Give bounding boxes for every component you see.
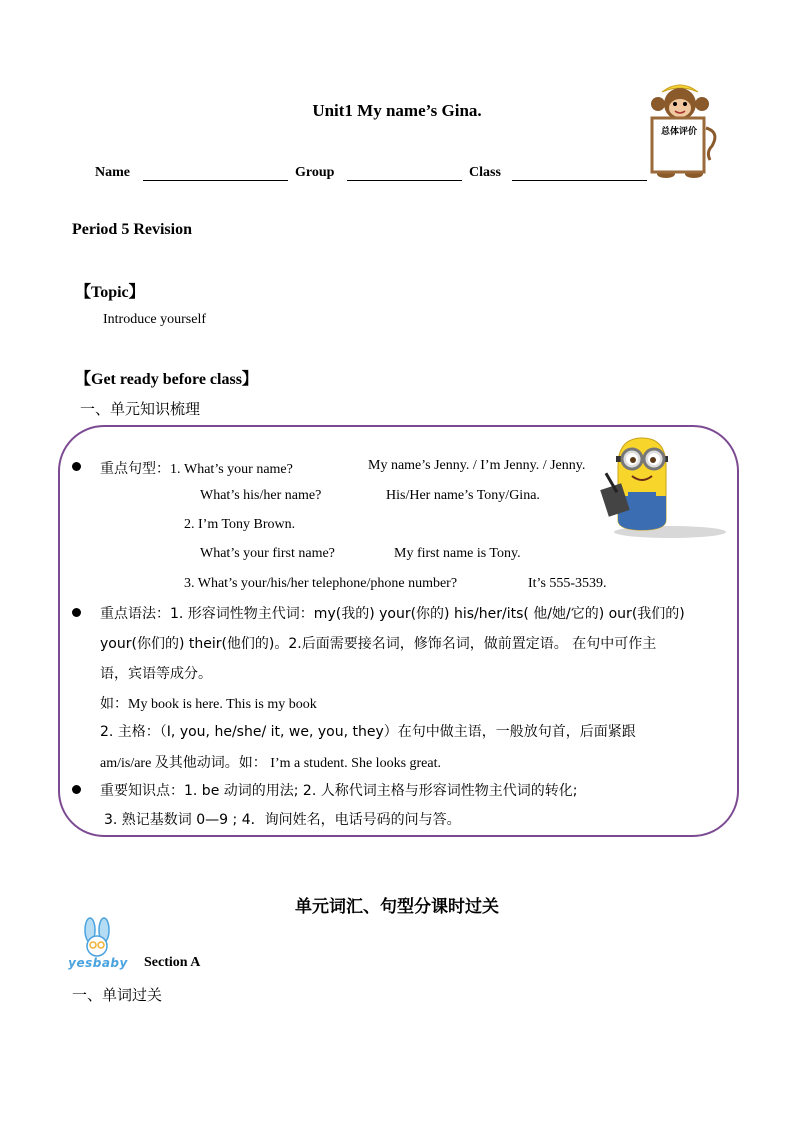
group-label: Group (295, 165, 335, 180)
name-blank[interactable] (143, 180, 288, 181)
key-sentence-2b-answer: My first name is Tony. (394, 546, 521, 561)
topic-heading: 【Topic】 (75, 284, 145, 301)
section-title: 单元词汇、句型分课时过关 (295, 897, 499, 917)
minion-illustration (600, 432, 730, 542)
key-sentence-1-answer: My name’s Jenny. / I’m Jenny. / Jenny. (368, 458, 586, 473)
grammar-example-2: am/is/are 及其他动词。如： I’m a student. She looks great. (100, 756, 441, 771)
key-sentence-1b-question: What’s his/her name? (200, 488, 322, 503)
grammar-line-5: 2. 主格：（I, you, he/she/ it, we, you, they）在句中做主语，一般放句首，后面紧跟 (100, 724, 636, 740)
grammar-line-3: 语，宾语等成分。 (100, 666, 212, 682)
grammar-example-1: 如：My book is here. This is my book (100, 697, 317, 712)
section-a-heading: Section A (144, 955, 201, 970)
key-sentences-row-1 (100, 458, 293, 478)
key-sentence-2b-question: What’s your first name? (200, 546, 335, 561)
yesbaby-logo-text: yesbaby (68, 956, 128, 970)
period-heading: Period 5 Revision (72, 221, 192, 238)
monkey-evaluation-badge (640, 80, 720, 180)
name-label: Name (95, 165, 130, 180)
minion-icon (600, 432, 730, 542)
grammar-line-2: your(你们的) their(他们的)。2.后面需要接名词，修饰名词，做前置定语。 在句中可作主 (100, 636, 657, 652)
key-sentence-1-question: 1. What’s your name? (170, 462, 293, 477)
knowledge-review-heading: 一、单元知识梳理 (80, 400, 201, 418)
get-ready-heading: 【Get ready before class】 (75, 371, 258, 388)
yesbaby-logo (62, 916, 134, 972)
grammar-line-1: 重点语法：1. 形容词性物主代词：my(我的) your(你的) his/her/its( 他/她/它的) our(我们的) (100, 606, 685, 622)
evaluation-badge-label: 总体评价 (660, 127, 697, 137)
key-sentence-2: 2. I’m Tony Brown. (184, 517, 296, 532)
key-sentence-3-question: 3. What’s your/his/her telephone/phone number? (184, 576, 458, 591)
class-blank[interactable] (512, 180, 647, 181)
bullet-1 (72, 462, 81, 471)
class-label: Class (469, 165, 501, 180)
key-sentence-1b-answer: His/Her name’s Tony/Gina. (386, 488, 540, 503)
bullet-2 (72, 608, 81, 617)
vocab-heading: 一、单词过关 (72, 986, 163, 1004)
key-sentences-label: 重点句型： (100, 461, 170, 477)
key-points-line-1: 重要知识点：1. be 动词的用法; 2. 人称代词主格与形容词性物主代词的转化; (100, 783, 578, 799)
topic-text: Introduce yourself (103, 312, 207, 327)
key-points-line-2: 3. 熟记基数词 0—9 ; 4．询问姓名，电话号码的问与答。 (104, 812, 461, 828)
bullet-3 (72, 785, 81, 794)
page-title: Unit1 My name’s Gina. (312, 101, 482, 120)
key-sentence-3-answer: It’s 555-3539. (528, 576, 607, 591)
group-blank[interactable] (347, 180, 462, 181)
